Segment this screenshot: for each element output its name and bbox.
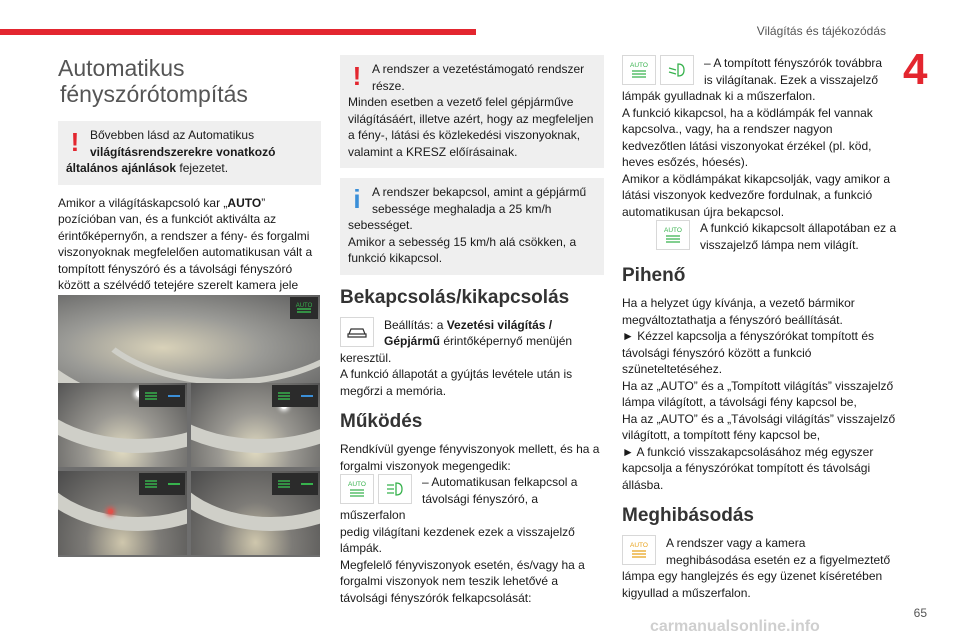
warning-icon: ! [70,127,80,157]
lamp-indicator-pair [272,385,318,407]
auto-lamp-icon [340,474,374,504]
heading-fault: Meghibásodás [622,505,754,526]
fog-on-paragraph: Amikor a ködlámpákat kikapcsolják, vagy amikor a látási viszonyok kedvezőre fordulnak, a funkció automatikusan újra bekapcsol. [622,171,891,219]
page-number: 65 [913,606,927,620]
illustration-panel-4 [191,471,320,555]
car-settings-icon [340,317,374,347]
svg-text:AUTO: AUTO [348,481,366,488]
settings-paragraph: Beállítás: a Vezetési világítás / Gépjármű érintőképernyő menüjén keresztül. A funkció állapotát a gyújtás levétele után is megőrzi a memória. [340,317,573,398]
intro-paragraph: Amikor a világításkapcsoló kar „AUTO” pozícióban van, és a funkciót aktiválta az érintőképernyőn, a rendszer a fény- és forgalmi viszonyoknak megfelelően automatikusan vált a tompított fényszóró és a távolsági fényszóró között a szélvédő tetejére szerelt kamera jele [58,195,313,292]
svg-text:AUTO: AUTO [630,542,648,549]
svg-text:AUTO: AUTO [630,62,648,69]
section-title: Automatikus fényszórótompítás [58,55,248,107]
info-note: i A rendszer bekapcsol, amint a gépjármű sebessége meghaladja a 25 km/h sebességet. Amikor a sebesség 15 km/h alá csökken, a funkció kikapcsol. [340,178,604,275]
lowbeam-bullet: AUTO – A tompított fényszórók továbbra is világítanak. Ezek a visszajelző lámpák gyulladnak ki a műszerfalon. [622,56,883,103]
running-header: Világítás és tájékozódás [756,24,886,38]
operation-bullet: AUTO – Automatikusan felkapcsol a távolsági fényszóró, a műszerfalon pedig világítani kezdenek ezek a visszajelző lámpák. [340,475,578,555]
lamp-indicator-pair [139,385,185,407]
column-3: AUTO – A tompított fényszórók továbbra is világítanak. Ezek a visszajelző lámpák gyulladnak ki a műszerfalon. A funkció kikapcsol, ha a ködlámpák fel vannak kapcsolva., vagy, ha a rendszer nagyon kedvezőtlen látási viszonyokat érzékel (pl. köd, heves esőzés, hóesés). Amikor a ködlámpákat kikapcsolják, vagy amikor a látási viszonyok kedvezőre fordulnak, a funkció automatikusan újra bekapcsol. AUTO A funkció kikapcsolt állapotában ez a visszajelző lámpa nem világít. Pihenő Ha a helyzet úgy kívánja, a vezető bármikor megváltoztathatja a fényszóró beállítását. ► Kézzel kapcsolja a fényszórókat tompított és távolsági fényszóró között a funkció szüneteltetéséhez. Ha az „AUTO” és a „Tompított világítás” visszajelző lámpa világított, a távolsági fény kapcsol be, Ha az „AUTO” és a „Távolsági világítás” visszajelző világított, a tompított fény kapcsol be, ► A funkció visszakapcsolásához még egyszer kapcsolja a fényszórókat tompított és távolsági állásba. Meghibásodás AUTO A rendszer vagy a kamera meghibásodása esetén ez a figyelmeztető lámpa egy hanglejzés és egy üzenet kíséretében kigyullad a műszerfalon. [622,56,897,600]
auto-lamp-warning-icon [622,535,656,565]
auto-lamp-icon [622,55,656,85]
warning-note: ! Bővebben lásd az Automatikus világításrendszerekre vonatkozó általános ajánlások fejezetet. [58,121,321,185]
lamp-indicator-pair [272,473,318,495]
operation-paragraph-1: Rendkívül gyenge fényviszonyok mellett, és ha a forgalmi viszonyok megengedik: [340,442,600,473]
lamp-indicator-pair [139,473,185,495]
column-2 [340,55,604,606]
low-beam-icon [660,55,694,85]
illustration-panel-1 [58,383,187,467]
illustration-panel-2 [191,383,320,467]
warning-icon: ! [352,61,362,91]
heading-operation: Működés [340,411,423,432]
illustration-panel-3 [58,471,187,555]
fog-off-paragraph: A funkció kikapcsol, ha a ködlámpák fel vannak kapcsolva., vagy, ha a rendszer nagyon kedvezőtlen látási viszonyokat érzékel (pl. köd, heves esőzés, hóesés). [622,105,873,169]
high-beam-icon [378,474,412,504]
watermark: carmanualsonline.info [650,618,820,635]
column-1 [58,55,321,310]
auto-lamp-icon [290,297,318,319]
headlamp-illustration [58,295,320,557]
info-icon: i [353,184,361,214]
chapter-number: 4 [903,45,928,94]
auto-lamp-icon [656,220,690,250]
illustration-panel-main [58,295,320,383]
heading-pause: Pihenő [622,265,686,286]
header-accent-bar [0,29,476,35]
fault-paragraph: AUTO A rendszer vagy a kamera meghibásodása esetén ez a figyelmeztető lámpa egy hanglejzés és egy üzenet kíséretében kigyullad a műszerfalon. [622,536,891,600]
warning-note: ! A rendszer a vezetéstámogató rendszer része. Minden esetben a vezető felel gépjárműve világításáért, illetve azért, hogy az megfeleljen a fény-, látási és közlekedési viszonyoknak, valamint a KRESZ előírásainak. [340,55,604,168]
deactivated-paragraph: AUTO A funkció kikapcsolt állapotában ez a visszajelző lámpa nem világít. [622,220,898,253]
svg-text:AUTO: AUTO [664,227,682,234]
operation-paragraph-2: Megfelelő fényviszonyok esetén, és/vagy ha a forgalmi viszonyok nem teszik lehetővé a távolsági fényszórók felkapcsolását: [340,557,585,605]
svg-text:AUTO: AUTO [295,303,313,309]
heading-onoff: Bekapcsolás/kikapcsolás [340,286,570,308]
